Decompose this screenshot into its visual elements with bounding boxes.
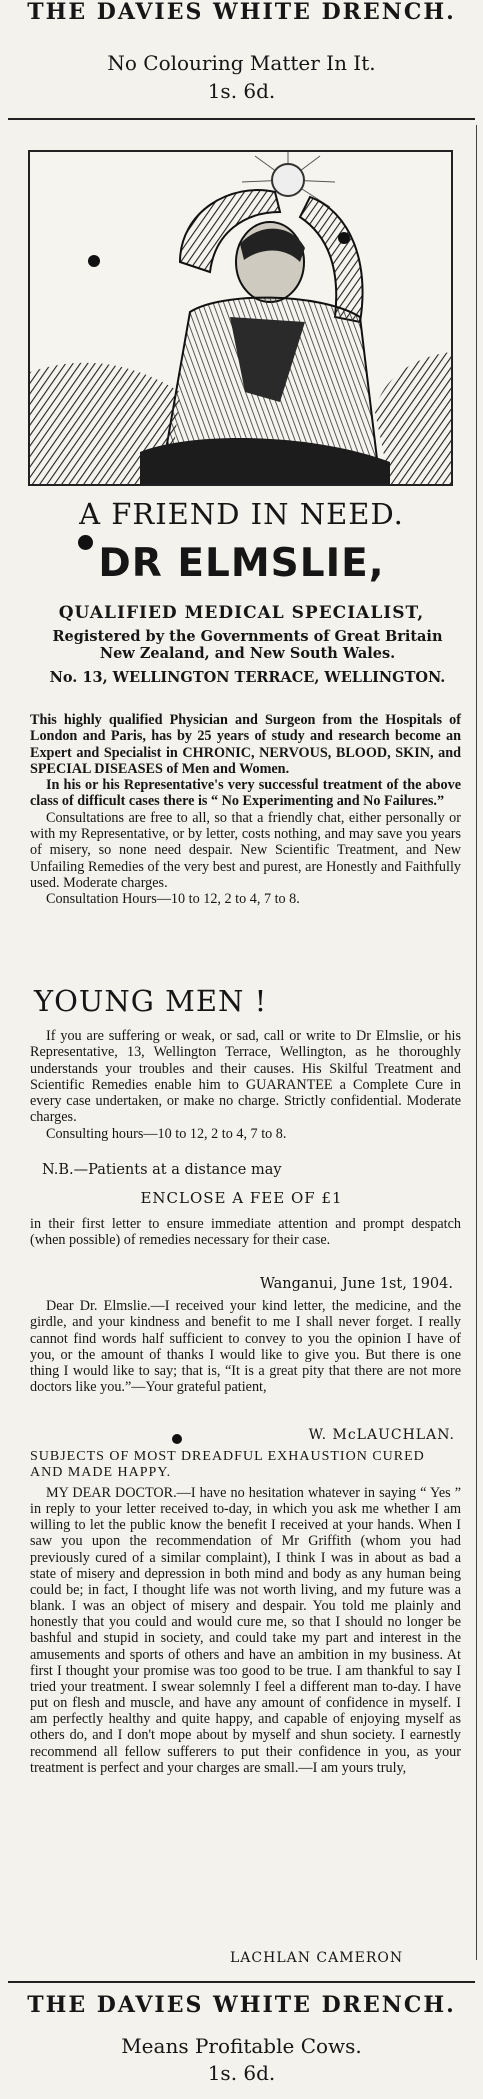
letter2-body [30, 1485, 461, 1776]
letter1-body [30, 1298, 461, 1396]
doctor-name: DR ELMSLIE, [98, 541, 385, 586]
registered: Registered by the Governments of Great Britain New Zealand, and New South Wales. [52, 628, 443, 662]
headline: A FRIEND IN NEED. [79, 497, 404, 531]
hours-line-1: Consultation Hours—10 to 12, 2 to 4, 7 to 8. [46, 891, 300, 908]
young-men-paragraph: If you are suffering or weak, or sad, call or write to Dr Elmslie, or his Representative, 13, Wellington Terrace, Wellington, as he thoroughly understands your troubles and their causes. His Skilful Treatment and Scientific Remedies enable him to GUARANTEE a Complete Cure in every case undertaken, or make no charge. Strictly confidential. Moderate charges. [30, 1028, 461, 1126]
main-ad-body [30, 712, 461, 908]
address: No. 13, WELLINGTON TERRACE, WELLINGTON. [49, 669, 446, 686]
letter2-heading: SUBJECTS OF MOST DREADFUL EXHAUSTION CURED AND MADE HAPPY. [30, 1449, 425, 1481]
young-men-body [30, 1028, 461, 1142]
letter2-text: MY DEAR DOCTOR.—I have no hesitation whatever in saying “ Yes ” in reply to your letter received to-day, in which you ask me whether I am willing to let the public know the benefit I received at your hands. When I saw you upon the recommendation of Mr Griffith (whom you had previously cured of a similar complaint), I think I was in about as bad a state of misery and depression in both mind and body as any human being could be; in fact, I thought life was not worth living, and my future was a blank. I was an object of misery and despair. You told me plainly and honestly that you could and would cure me, so that I should no longer be bashful and stupid in society, and could take my part and interest in the amusements and sports of others and have an ambition in my business. At first I thought your promise was too good to be true. I am thankful to say I tried your treatment. I swear solemnly I feel a different man to-day. I have put on flesh and muscle, and have any amount of confidence in myself. I am perfectly healthy and quite happy, and capable of enjoying myself as others do, and I don't mope about by myself and shun society. I earnestly recommend all fellow sufferers to put their confidence in you, as your treatment is perfect and your charges are small.—I am yours truly, [30, 1485, 461, 1776]
top-ad-title: THE DAVIES WHITE DRENCH. [27, 0, 456, 25]
letter1-text: Dear Dr. Elmslie.—I received your kind letter, the medicine, and the girdle, and your kindness and benefit to me I shall never forget. I really cannot find words half sufficient to convey to you the opinion I have of you, or the amount of thanks I would like to give you. But there is one thing I would like to say; that is, “It is a great pity that there are not more doctors like you.”—Your grateful patient, [30, 1298, 461, 1396]
divider [8, 118, 475, 120]
bottom-ad-title: THE DAVIES WHITE DRENCH. [27, 1992, 456, 2018]
consult-paragraph: Consultations are free to all, so that a friendly chat, either personally or with my Representative, or by letter, costs nothing, and may save you years of misery, so none need despair. New Scientific Treatment, and New Unfailing Remedies of the very best and purest, are Honestly and Faithfully used. Moderate charges. [30, 809, 461, 891]
enclose-fee: ENCLOSE A FEE OF £1 [140, 1189, 343, 1207]
column-rule [476, 125, 477, 1960]
enclose-body [30, 1216, 461, 1249]
illustration-svg [30, 152, 451, 484]
bottom-ad-price: 1s. 6d. [207, 2061, 276, 2085]
letter2-signature: LACHLAN CAMERON [230, 1950, 404, 1966]
letter1-signature: W. McLAUCHLAN. [308, 1427, 455, 1443]
hours-line-2: Consulting hours—10 to 12, 2 to 4, 7 to 8. [46, 1125, 287, 1142]
qualification: QUALIFIED MEDICAL SPECIALIST, [58, 603, 425, 623]
success-paragraph: In his or his Representative's very successful treatment of the above class of difficult cases there is “ No Experimenting and No Failures.” [30, 777, 461, 810]
illustration-figure-image [28, 150, 453, 486]
enclose-paragraph: in their first letter to ensure immediate attention and prompt despatch (when possible) of remedies necessary for their case. [30, 1216, 461, 1249]
ink-spot-mark [338, 232, 350, 244]
young-men-heading: YOUNG MEN ! [34, 984, 268, 1018]
top-ad-price: 1s. 6d. [207, 79, 276, 103]
letter1-dateline: Wanganui, June 1st, 1904. [260, 1276, 453, 1292]
divider [8, 1981, 475, 1983]
intro-paragraph: This highly qualified Physician and Surgeon from the Hospitals of London and Paris, has by 25 years of study and research become an Expert and Specialist in CHRONIC, NERVOUS, BLOOD, SKIN, and SPECIAL DISEASES of Men and Women. [30, 712, 461, 777]
top-ad-line: No Colouring Matter In It. [107, 51, 376, 75]
nb-line: N.B.—Patients at a distance may [42, 1162, 282, 1178]
bottom-ad-line: Means Profitable Cows. [121, 2034, 362, 2058]
ink-spot-mark [88, 255, 100, 267]
ink-spot-mark [172, 1434, 182, 1444]
